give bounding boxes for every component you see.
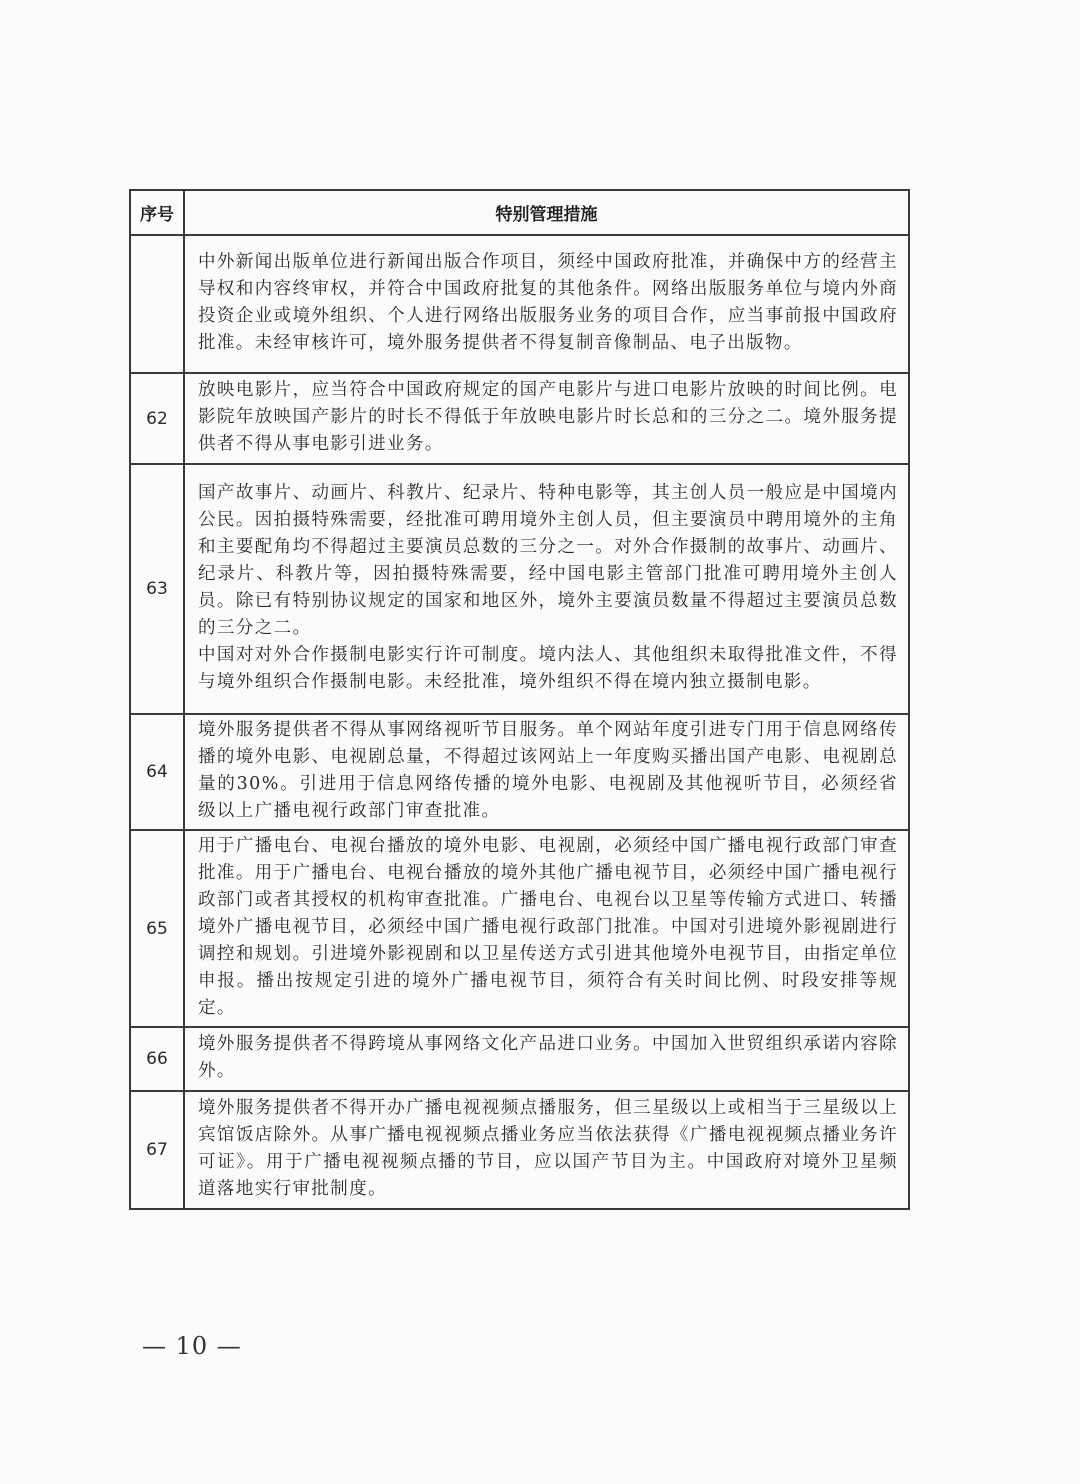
table-row [130,830,909,1027]
measures-table [129,189,910,1210]
measure-paragraph: 用于广播电台、电视台播放的境外电影、电视剧，必须经中国广播电视行政部门审查批准。用于广播电台、电视台播放的境外其他广播电视节目，必须经中国广播电视行政部门或者其授权的机构审查批准。广播电台、电视台以卫星等传输方式进口、转播境外广播电视节目，必须经中国广播电视行政部门批准。中国对引进境外影视剧进行调控和规划。引进境外影视剧和以卫星传送方式引进其他境外电视节目，由指定单位申报。播出按规定引进的境外广播电视节目，须符合有关时间比例、时段安排等规定。 [198,836,898,1018]
row-text-cell [184,714,909,830]
row-number: 66 [130,1027,184,1091]
measure-paragraph: 中外新闻出版单位进行新闻出版合作项目，须经中国政府批准，并确保中方的经营主导权和内容终审权，并符合中国政府批复的其他条件。网络出版服务单位与境内外商投资企业或境外组织、个人进行网络出版服务业务的项目合作，应当事前报中国政府批准。未经审核许可，境外服务提供者不得复制音像制品、电子出版物。 [198,252,898,353]
page-number: — 10 — [142,1332,242,1360]
row-text-cell [184,235,909,373]
table-row [130,373,909,464]
row-text-cell [184,1027,909,1091]
table-header-row [130,190,909,235]
table-row [130,235,909,373]
measure-paragraph: 中国对对外合作摄制电影实行许可制度。境内法人、其他组织未取得批准文件，不得与境外组织合作摄制电影。未经批准，境外组织不得在境内独立摄制电影。 [198,645,898,692]
measure-paragraph: 放映电影片，应当符合中国政府规定的国产电影片与进口电影片放映的时间比例。电影院年放映国产影片的时长不得低于年放映电影片时长总和的三分之二。境外服务提供者不得从事电影引进业务。 [198,380,898,454]
row-number-cell [130,235,184,373]
table-row [130,714,909,830]
measure-paragraph: 国产故事片、动画片、科教片、纪录片、特种电影等，其主创人员一般应是中国境内公民。因拍摄特殊需要，经批准可聘用境外主创人员，但主要演员中聘用境外的主角和主要配角均不得超过主要演员总数的三分之一。对外合作摄制的故事片、动画片、纪录片、科教片等，因拍摄特殊需要，经中国电影主管部门批准可聘用境外主创人员。除已有特别协议规定的国家和地区外，境外主要演员数量不得超过主要演员总数的三分之二。 [198,483,898,638]
header-number: 序号 [130,190,184,235]
measure-paragraph: 境外服务提供者不得从事网络视听节目服务。单个网站年度引进专门用于信息网络传播的境外电影、电视剧总量，不得超过该网站上一年度购买播出国产电影、电视剧总量的30%。引进用于信息网络传播的境外电影、电视剧及其他视听节目，必须经省级以上广播电视行政部门审查批准。 [198,720,898,821]
measure-paragraph: 境外服务提供者不得跨境从事网络文化产品进口业务。中国加入世贸组织承诺内容除外。 [198,1034,898,1081]
row-number: 64 [130,714,184,830]
row-text-cell [184,373,909,464]
row-number: 63 [130,464,184,714]
row-number: 62 [130,373,184,464]
header-measures: 特别管理措施 [184,190,909,235]
row-number: 67 [130,1091,184,1209]
table-row [130,464,909,714]
row-text-cell [184,830,909,1027]
table-row [130,1027,909,1091]
table-row [130,1091,909,1209]
row-text-cell [184,464,909,714]
measure-paragraph: 境外服务提供者不得开办广播电视视频点播服务，但三星级以上或相当于三星级以上宾馆饭店除外。从事广播电视视频点播业务应当依法获得《广播电视视频点播业务许可证》。用于广播电视视频点播的节目，应以国产节目为主。中国政府对境外卫星频道落地实行审批制度。 [198,1098,898,1199]
row-number: 65 [130,830,184,1027]
row-text-cell [184,1091,909,1209]
